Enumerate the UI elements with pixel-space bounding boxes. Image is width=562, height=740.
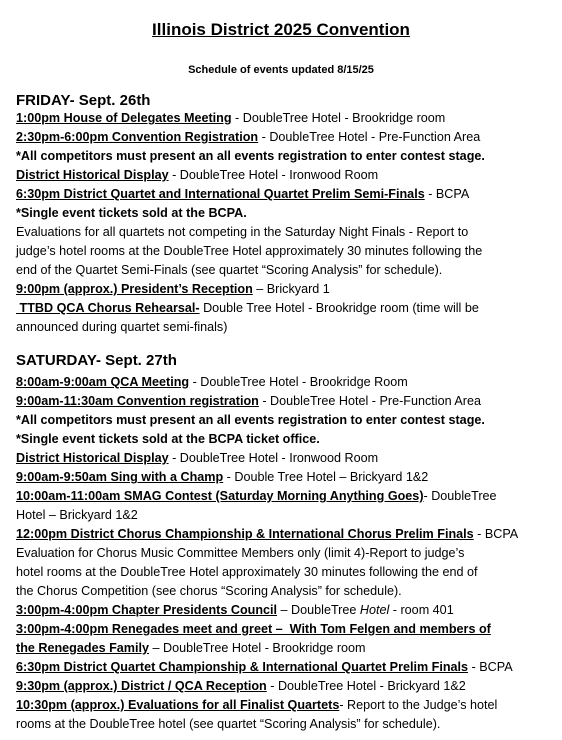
saturday-heading: SATURDAY- Sept. 27th	[16, 352, 177, 369]
event-title: District Historical Display	[16, 451, 169, 465]
event-location: - DoubleTree Hotel - Ironwood Room	[168, 168, 379, 182]
saturday-event-reception	[16, 677, 552, 696]
event-location: - Report to the Judge’s hotel	[339, 698, 498, 712]
friday-note-tickets: *Single event tickets sold at the BCPA.	[16, 206, 247, 220]
event-location: - DoubleTree Hotel - Pre-Function Area	[258, 130, 481, 144]
event-location-a: – DoubleTree	[277, 603, 360, 617]
event-location: - DoubleTree Hotel - Brookridge room	[231, 111, 446, 125]
friday-event-quartet-semis	[16, 185, 552, 204]
event-title: 1:00pm House of Delegates Meeting	[16, 111, 232, 125]
page-subtitle: Schedule of events updated 8/15/25	[188, 64, 374, 76]
saturday-event-quartet-finals	[16, 658, 552, 677]
event-title: 9:30pm (approx.) District / QCA Reception	[16, 679, 267, 693]
event-title: 9:00am-11:30am Convention registration	[16, 394, 259, 408]
saturday-note-competitors: *All competitors must present an all events registration to enter contest stage.	[16, 413, 485, 427]
event-location: - BCPA	[473, 527, 519, 541]
event-title: 10:00am-11:00am SMAG Contest (Saturday Morning Anything Goes)	[16, 489, 424, 503]
event-location-italic: Hotel	[359, 603, 390, 617]
event-title: 9:00pm (approx.) President’s Reception	[16, 282, 253, 296]
friday-note-competitors: *All competitors must present an all events registration to enter contest stage.	[16, 149, 485, 163]
event-location: - DoubleTree Hotel - Pre-Function Area	[258, 394, 481, 408]
event-title: 10:30pm (approx.) Evaluations for all Finalist Quartets	[16, 698, 340, 712]
saturday-note-tickets: *Single event tickets sold at the BCPA ticket office.	[16, 432, 320, 446]
saturday-event-renegades-cont	[16, 639, 552, 658]
saturday-event-evaluations	[16, 696, 552, 715]
friday-event-registration	[16, 128, 552, 147]
event-location: - DoubleTree Hotel - Ironwood Room	[168, 451, 379, 465]
event-title: 6:30pm District Quartet Championship & International Quartet Prelim Finals	[16, 660, 469, 674]
saturday-eval-text-3: the Chorus Competition (see chorus “Scoring Analysis” for schedule).	[16, 584, 402, 598]
saturday-smag-location: Hotel – Brickyard 1&2	[16, 508, 138, 522]
saturday-event-chorus-finals	[16, 525, 552, 544]
event-title: 6:30pm District Quartet and International Quartet Prelim Semi-Finals	[16, 187, 425, 201]
saturday-event-historical	[16, 449, 552, 468]
event-location: - DoubleTree	[423, 489, 497, 503]
event-location: - DoubleTree Hotel - Brookridge Room	[189, 375, 408, 389]
saturday-event-sing-champ	[16, 468, 552, 487]
friday-event-reception	[16, 280, 552, 299]
friday-eval-text-1: Evaluations for all quartets not competing in the Saturday Night Finals - Report to	[16, 225, 469, 239]
event-location: - Double Tree Hotel – Brickyard 1&2	[223, 470, 429, 484]
event-title: District Historical Display	[16, 168, 169, 182]
event-title: 2:30pm-6:00pm Convention Registration	[16, 130, 259, 144]
event-title: 9:00am-9:50am Sing with a Champ	[16, 470, 224, 484]
friday-event-historical	[16, 166, 552, 185]
event-location: – DoubleTree Hotel - Brookridge room	[148, 641, 366, 655]
saturday-event-presidents-council	[16, 601, 552, 620]
event-title: TTBD QCA Chorus Rehearsal-	[16, 301, 200, 315]
event-location-b: - room 401	[389, 603, 454, 617]
saturday-event-registration	[16, 392, 552, 411]
saturday-event-qca	[16, 373, 552, 392]
friday-event-delegates	[16, 109, 552, 128]
event-location: – Brickyard 1	[252, 282, 330, 296]
event-title: 3:00pm-4:00pm Renegades meet and greet – With Tom Felgen and members of	[16, 622, 491, 636]
event-title: 8:00am-9:00am QCA Meeting	[16, 375, 190, 389]
friday-heading: FRIDAY- Sept. 26th	[16, 92, 151, 109]
event-title: 12:00pm District Chorus Championship & International Chorus Prelim Finals	[16, 527, 474, 541]
saturday-evaluations-note: rooms at the DoubleTree hotel (see quartet “Scoring Analysis” for schedule).	[16, 717, 441, 731]
friday-rehearsal-note: announced during quartet semi-finals)	[16, 320, 228, 334]
event-location: - DoubleTree Hotel - Brickyard 1&2	[266, 679, 466, 693]
event-location: Double Tree Hotel - Brookridge room (time will be	[199, 301, 479, 315]
event-location: - BCPA	[424, 187, 470, 201]
saturday-event-smag	[16, 487, 552, 506]
friday-event-chorus-rehearsal	[16, 299, 552, 318]
saturday-event-renegades	[16, 620, 552, 639]
event-title: the Renegades Family	[16, 641, 149, 655]
saturday-eval-text-2: hotel rooms at the DoubleTree Hotel approximately 30 minutes following the end of	[16, 565, 478, 579]
page-title: Illinois District 2025 Convention	[152, 20, 410, 39]
friday-eval-text-2: judge’s hotel rooms at the DoubleTree Hotel approximately 30 minutes following the	[16, 244, 483, 258]
event-location: - BCPA	[468, 660, 513, 674]
friday-eval-text-3: end of the Quartet Semi-Finals (see quartet “Scoring Analysis” for schedule).	[16, 263, 443, 277]
saturday-eval-text-1: Evaluation for Chorus Music Committee Members only (limit 4)-Report to judge’s	[16, 546, 465, 560]
event-title: 3:00pm-4:00pm Chapter Presidents Council	[16, 603, 278, 617]
